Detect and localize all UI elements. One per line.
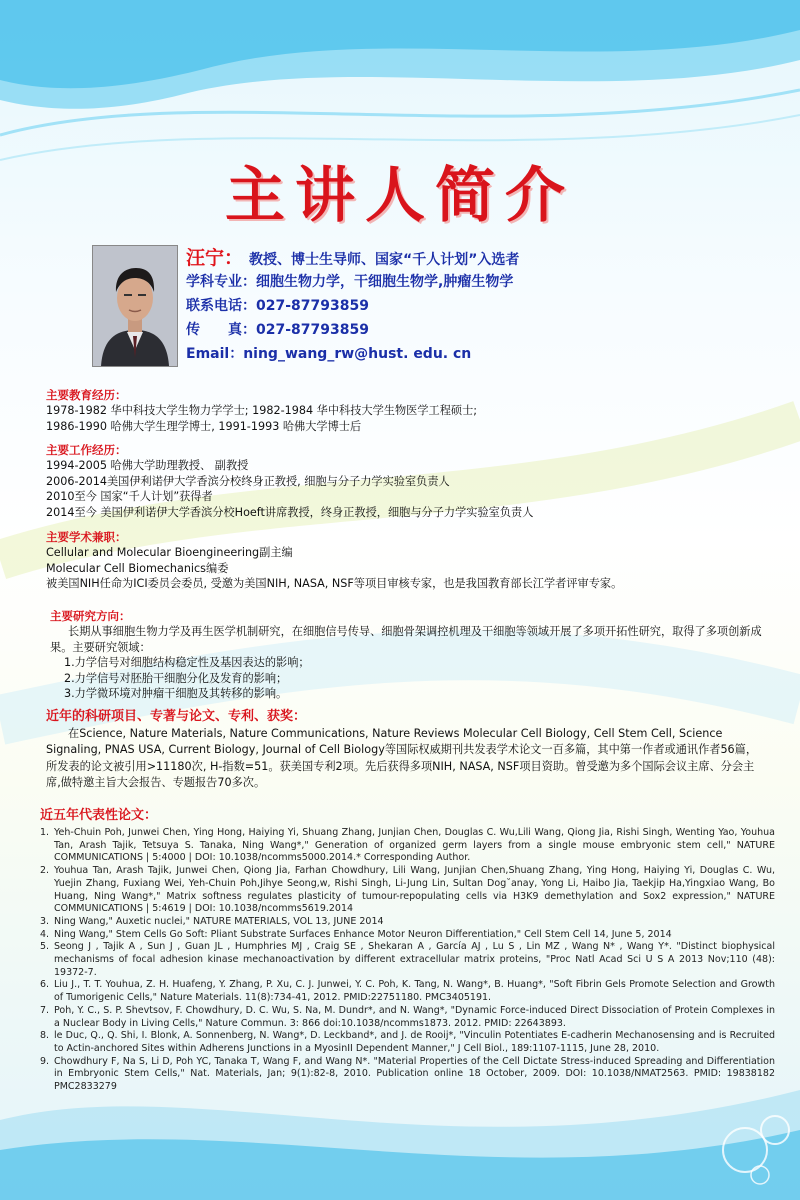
education-line: 1978-1982 华中科技大学生物力学学士; 1982-1984 华中科技大学生物医学工程硕士; (46, 404, 478, 417)
work-line: 2010至今 国家“千人计划”获得者 (46, 490, 213, 503)
research-item: 3.力学微环境对肿瘤干细胞及其转移的影响。 (64, 687, 288, 700)
phone-label: 联系电话： (186, 298, 256, 314)
publication-item (40, 865, 775, 916)
publication-number: 6. (40, 979, 50, 991)
publication-number: 1. (40, 827, 50, 838)
publication-item (40, 941, 775, 979)
research-section (50, 609, 762, 702)
publication-text: Youhua Tan, Arash Tajik, Junwei Chen, Qiong Jia, Farhan Chowdhury, Lili Wang, Junjian Chen,Shuang Zhang, Ying Hong, Haiying Yi, Douglas C. Wu, Yuejin Zhang, Fuxiang Wei, Yeh-Chuin Poh,Jihye Seong,w, Rishi Singh, Li-Jung Lin, Sultan Dog˘anay, Yong Li, Haibo Jia, Taekjip Ha,Yingxiao Wang, Bo Huang, Ning Wang*," Matrix softness regulates plasticity of tumour-repopulating cells via H3K9 demethylation and Sox2 expression," NATURE COMMUNICATIONS | 5:4619 | DOI: 10.1038/ncomms5619.2014 (54, 865, 775, 915)
publication-number: 2. (40, 865, 50, 877)
academic-line: Molecular Cell Biomechanics编委 (46, 561, 229, 575)
specialty-value: 细胞生物力学，干细胞生物学,肿瘤生物学 (256, 274, 514, 290)
work-line: 2014至今 美国伊利诺伊大学香滨分校Hoeft讲席教授，终身正教授，细胞与分子力学实验室负责人 (46, 505, 534, 519)
education-line: 1986-1990 哈佛大学生理学博士, 1991-1993 哈佛大学博士后 (46, 419, 362, 433)
work-line: 1994-2005 哈佛大学助理教授、 副教授 (46, 459, 249, 472)
phone-value: 027-87793859 (256, 298, 369, 314)
academic-heading: 主要学术兼职： (46, 530, 127, 544)
publication-number: 3. (40, 915, 50, 927)
publication-text: le Duc, Q., Q. Shi, I. Blonk, A. Sonnenberg, N. Wang*, D. Leckband*, and J. de Rooij*, "Vinculin Potentiates E-cadherin Mechanosensing and is Recruited to Actin-anchored Sites within Adherens Junctions in a MyosinII Dependent Manner," J Cell Biol., 189:1107-1115, June 28, 2010. (54, 1030, 775, 1054)
publication-number: 5. (40, 941, 50, 953)
publication-number: 9. (40, 1055, 50, 1067)
publication-text: Ning Wang," Stem Cells Go Soft: Pliant Substrate Surfaces Enhance Motor Neuron Differentiation," Cell Stem Cell 14, June 5, 2014 (54, 928, 672, 940)
publication-item (40, 1005, 775, 1030)
projects-heading: 近年的科研项目、专著与论文、专利、获奖： (46, 709, 307, 724)
specialty-label: 学科专业： (186, 274, 256, 290)
speaker-photo (92, 245, 178, 367)
work-heading: 主要工作经历： (46, 443, 127, 457)
publication-item (40, 1030, 775, 1055)
speaker-name: 汪宁： (186, 247, 244, 269)
page-title: 主讲人简介 (225, 161, 575, 231)
publication-text: Ning Wang," Auxetic nuclei," NATURE MATERIALS, VOL 13, JUNE 2014 (54, 915, 384, 927)
publication-item (40, 1056, 775, 1094)
publication-text: Liu J., T. T. Youhua, Z. H. Huafeng, Y. Zhang, P. Xu, C. J. Junwei, Y. C. Poh, K. Tang, N. Wang*, B. Huang*, "Soft Fibrin Gels Promote Selection and Growth of Tumorigenic Cells," Nature Materials. 11(8):734-41, 2012. PMID:22751180. PMC3405191. (54, 979, 775, 1004)
academic-line: 被美国NIH任命为ICI委员会委员, 受邀为美国NIH, NASA, NSF等项目审核专家，也是我国教育部长江学者评审专家。 (46, 577, 623, 590)
publication-item (40, 916, 775, 929)
publication-text: Poh, Y. C., S. P. Shevtsov, F. Chowdhury, D. C. Wu, S. Na, M. Dundr*, and N. Wang*, "Dynamic Force-induced Direct Dissociation of Protein Complexes in a Nuclear Body in Living Cells," Nature Commun. 3: 866 doi:10.1038/ncomms1873. 2012. PMID: 22643893. (54, 1004, 775, 1029)
publication-text: Yeh-Chuin Poh, Junwei Chen, Ying Hong, Haiying Yi, Shuang Zhang, Junjian Chen, Douglas C. Wu,Lili Wang, Qiong Jia, Rishi Singh, Wenting Yao, Youhua Tan, Arash Tajik, Tetsuya S. Tanaka, Ning Wang*," Generation of organized germ layers from a single mouse embryonic stem cell," NATURE COMMUNICATIONS | 5:4000 | DOI: 10.1038/ncomms5000.2014.* Corresponding Author. (54, 827, 775, 864)
publication-item (40, 929, 775, 942)
speaker-titles: 教授、博士生导师、国家“千人计划”入选者 (249, 252, 520, 268)
academic-section (46, 530, 766, 592)
work-line: 2006-2014美国伊利诺伊大学香滨分校终身正教授, 细胞与分子力学实验室负责人 (46, 474, 450, 488)
projects-text: 在Science, Nature Materials, Nature Communications, Nature Reviews Molecular Cell Biology, Cell Stem Cell, Science Signaling, PNAS USA, Current Biology, Journal of Cell Biology等国际权威期刊共发表学术论文一百多篇，其中第一作者或通讯作者56篇，所发表的论文被引用>11180次, H-指数=51。获美国专利2项。先后获得多项NIH, NASA, NSF项目资助。曾受邀为多个国际会议主席、分会主席,做特邀主旨大会报告、专题报告70多次。 (46, 726, 758, 789)
email-value: ning_wang_rw@hust. edu. cn (243, 346, 472, 362)
publication-number: 8. (40, 1030, 50, 1042)
publication-item (40, 979, 775, 1004)
publication-item (40, 827, 775, 865)
fax-label: 传 真： (186, 322, 256, 338)
work-section (46, 443, 766, 520)
publications-heading-wrap (40, 808, 775, 824)
academic-line: Cellular and Molecular Bioengineering副主编 (46, 546, 293, 559)
publication-text: Seong J , Tajik A , Sun J , Guan JL , Humphries MJ , Craig SE , Shekaran A , García AJ , Lu S , Lin MZ , Wang N* , Wang Y*. "Distinct biophysical mechanisms of focal adhesion kinase mechanoactivation by different extracellular matrix proteins, "Proc Natl Acad Sci U S A 2013 Nov;110 (48): 19372-7. (54, 941, 775, 978)
education-section (46, 388, 766, 434)
publication-number: 4. (40, 928, 50, 940)
publication-text: Chowdhury F, Na S, Li D, Poh YC, Tanaka T, Wang F, and Wang N*. "Material Properties of the Cell Dictate Stress-induced Spreading and Differentiation in Embryonic Stem Cells," Nat. Materials, Jan; 9(1):82-8, 2010. Publication online 18 October, 2009. DOI: 10.1038/NMAT2563. PMID: 19838182 PMC2833279 (54, 1055, 775, 1093)
profile-block (186, 247, 786, 367)
research-item: 1.力学信号对细胞结构稳定性及基因表达的影响； (64, 656, 310, 669)
education-heading: 主要教育经历： (46, 388, 127, 402)
publication-number: 7. (40, 1004, 50, 1016)
research-item: 2.力学信号对胚胎干细胞分化及发育的影响； (64, 671, 288, 685)
research-intro: 长期从事细胞生物力学及再生医学机制研究，在细胞信号传导、细胞骨架调控机理及干细胞等领域开展了多项开拓性研究，取得了多项创新成果。主要研究领域： (50, 625, 762, 654)
projects-section (46, 709, 766, 792)
research-heading: 主要研究方向： (50, 609, 131, 623)
email-label: Email： (186, 346, 244, 362)
fax-value: 027-87793859 (256, 322, 369, 338)
publications-heading: 近五年代表性论文： (40, 808, 158, 823)
publications-list (40, 827, 775, 1094)
